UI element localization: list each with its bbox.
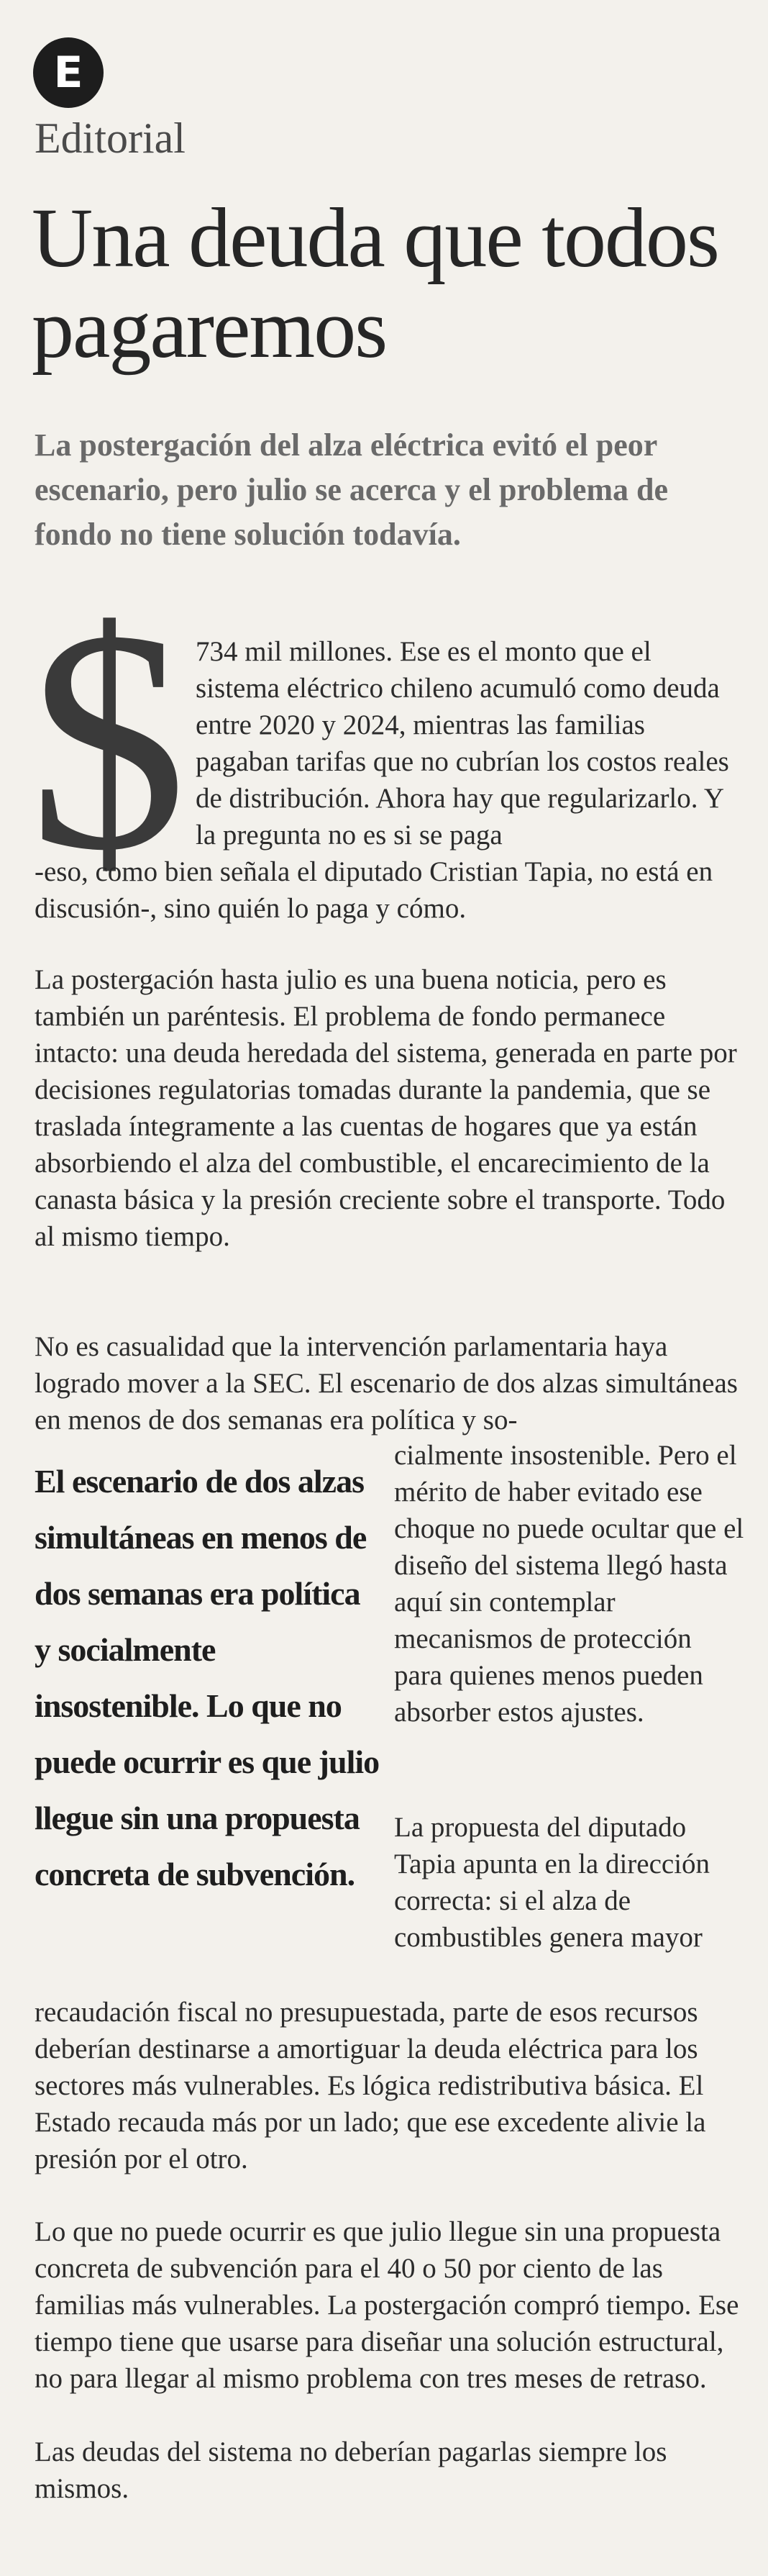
paragraph-6: Las deudas del sistema no deberían pagarlas siempre los mismos.: [35, 2436, 667, 2504]
subheadline: La postergación del alza eléctrica evitó el peor escenario, pero julio se acerca y el problema de fondo no tiene solución todavía.: [35, 427, 669, 552]
paragraph-5: Lo que no puede ocurrir es que julio llegue sin una propuesta concreta de subvención para el 40 o 50 por ciento de las familias más vulnerables. La postergación compró tiempo. Ese tiempo tiene que usarse para diseñar una solución estructural, no para llegar al mismo problema con tres meses de retraso.: [35, 2216, 739, 2394]
headline: Una deuda que todos pagaremos: [32, 191, 718, 376]
pull-quote: El escenario de dos alzas simultáneas en menos de dos semanas era política y socialmente insostenible. Lo que no puede ocurrir es que julio llegue sin una propuesta concreta de subvención.: [35, 1463, 380, 1892]
paragraph-1-continued: -eso, como bien señala el diputado Cristian Tapia, no está en discusión-, sino quién lo paga y cómo.: [35, 856, 713, 924]
paragraph-3: No es casualidad que la intervención parlamentaria haya logrado mover a la SEC. El escenario de dos alzas simultáneas en menos de dos semanas era política y so-: [35, 1331, 738, 1436]
section-badge: E: [33, 37, 104, 108]
section-label: Editorial: [35, 114, 186, 162]
paragraph-3-continued: cialmente insostenible. Pero el mérito de haber evitado ese choque no puede ocultar que el diseño del sistema llegó hasta aquí sin contemplar mecanismos de protección para quienes menos pueden absorber estos ajustes.: [394, 1440, 744, 1728]
paragraph-1: 734 mil millones. Ese es el monto que el sistema eléctrico chileno acumuló como deuda entre 2020 y 2024, mientras las familias pagaban tarifas que no cubrían los costos reales de distribución. Ahora hay que regularizarlo. Y la pregunta no es si se paga: [196, 636, 729, 851]
paragraph-4: La propuesta del diputado Tapia apunta en la dirección correcta: si el alza de combustibles genera mayor: [394, 1812, 710, 1953]
paragraph-4-continued: recaudación fiscal no presupuestada, parte de esos recursos deberían destinarse a amortiguar la deuda eléctrica para los sectores más vulnerables. Es lógica redistributiva básica. El Estado recauda más por un lado; que ese excedente alivie la presión por el otro.: [35, 1997, 706, 2174]
dollar-dropcap: $: [29, 566, 187, 916]
paragraph-2: La postergación hasta julio es una buena noticia, pero es también un paréntesis. El problema de fondo permanece intacto: una deuda heredada del sistema, generada en parte por decisiones regulatorias tomadas durante la pandemia, que se traslada íntegramente a las cuentas de hogares que ya están absorbiendo el alza del combustible, el encarecimiento de la canasta básica y la presión creciente sobre el transporte. Todo al mismo tiempo.: [35, 964, 737, 1252]
